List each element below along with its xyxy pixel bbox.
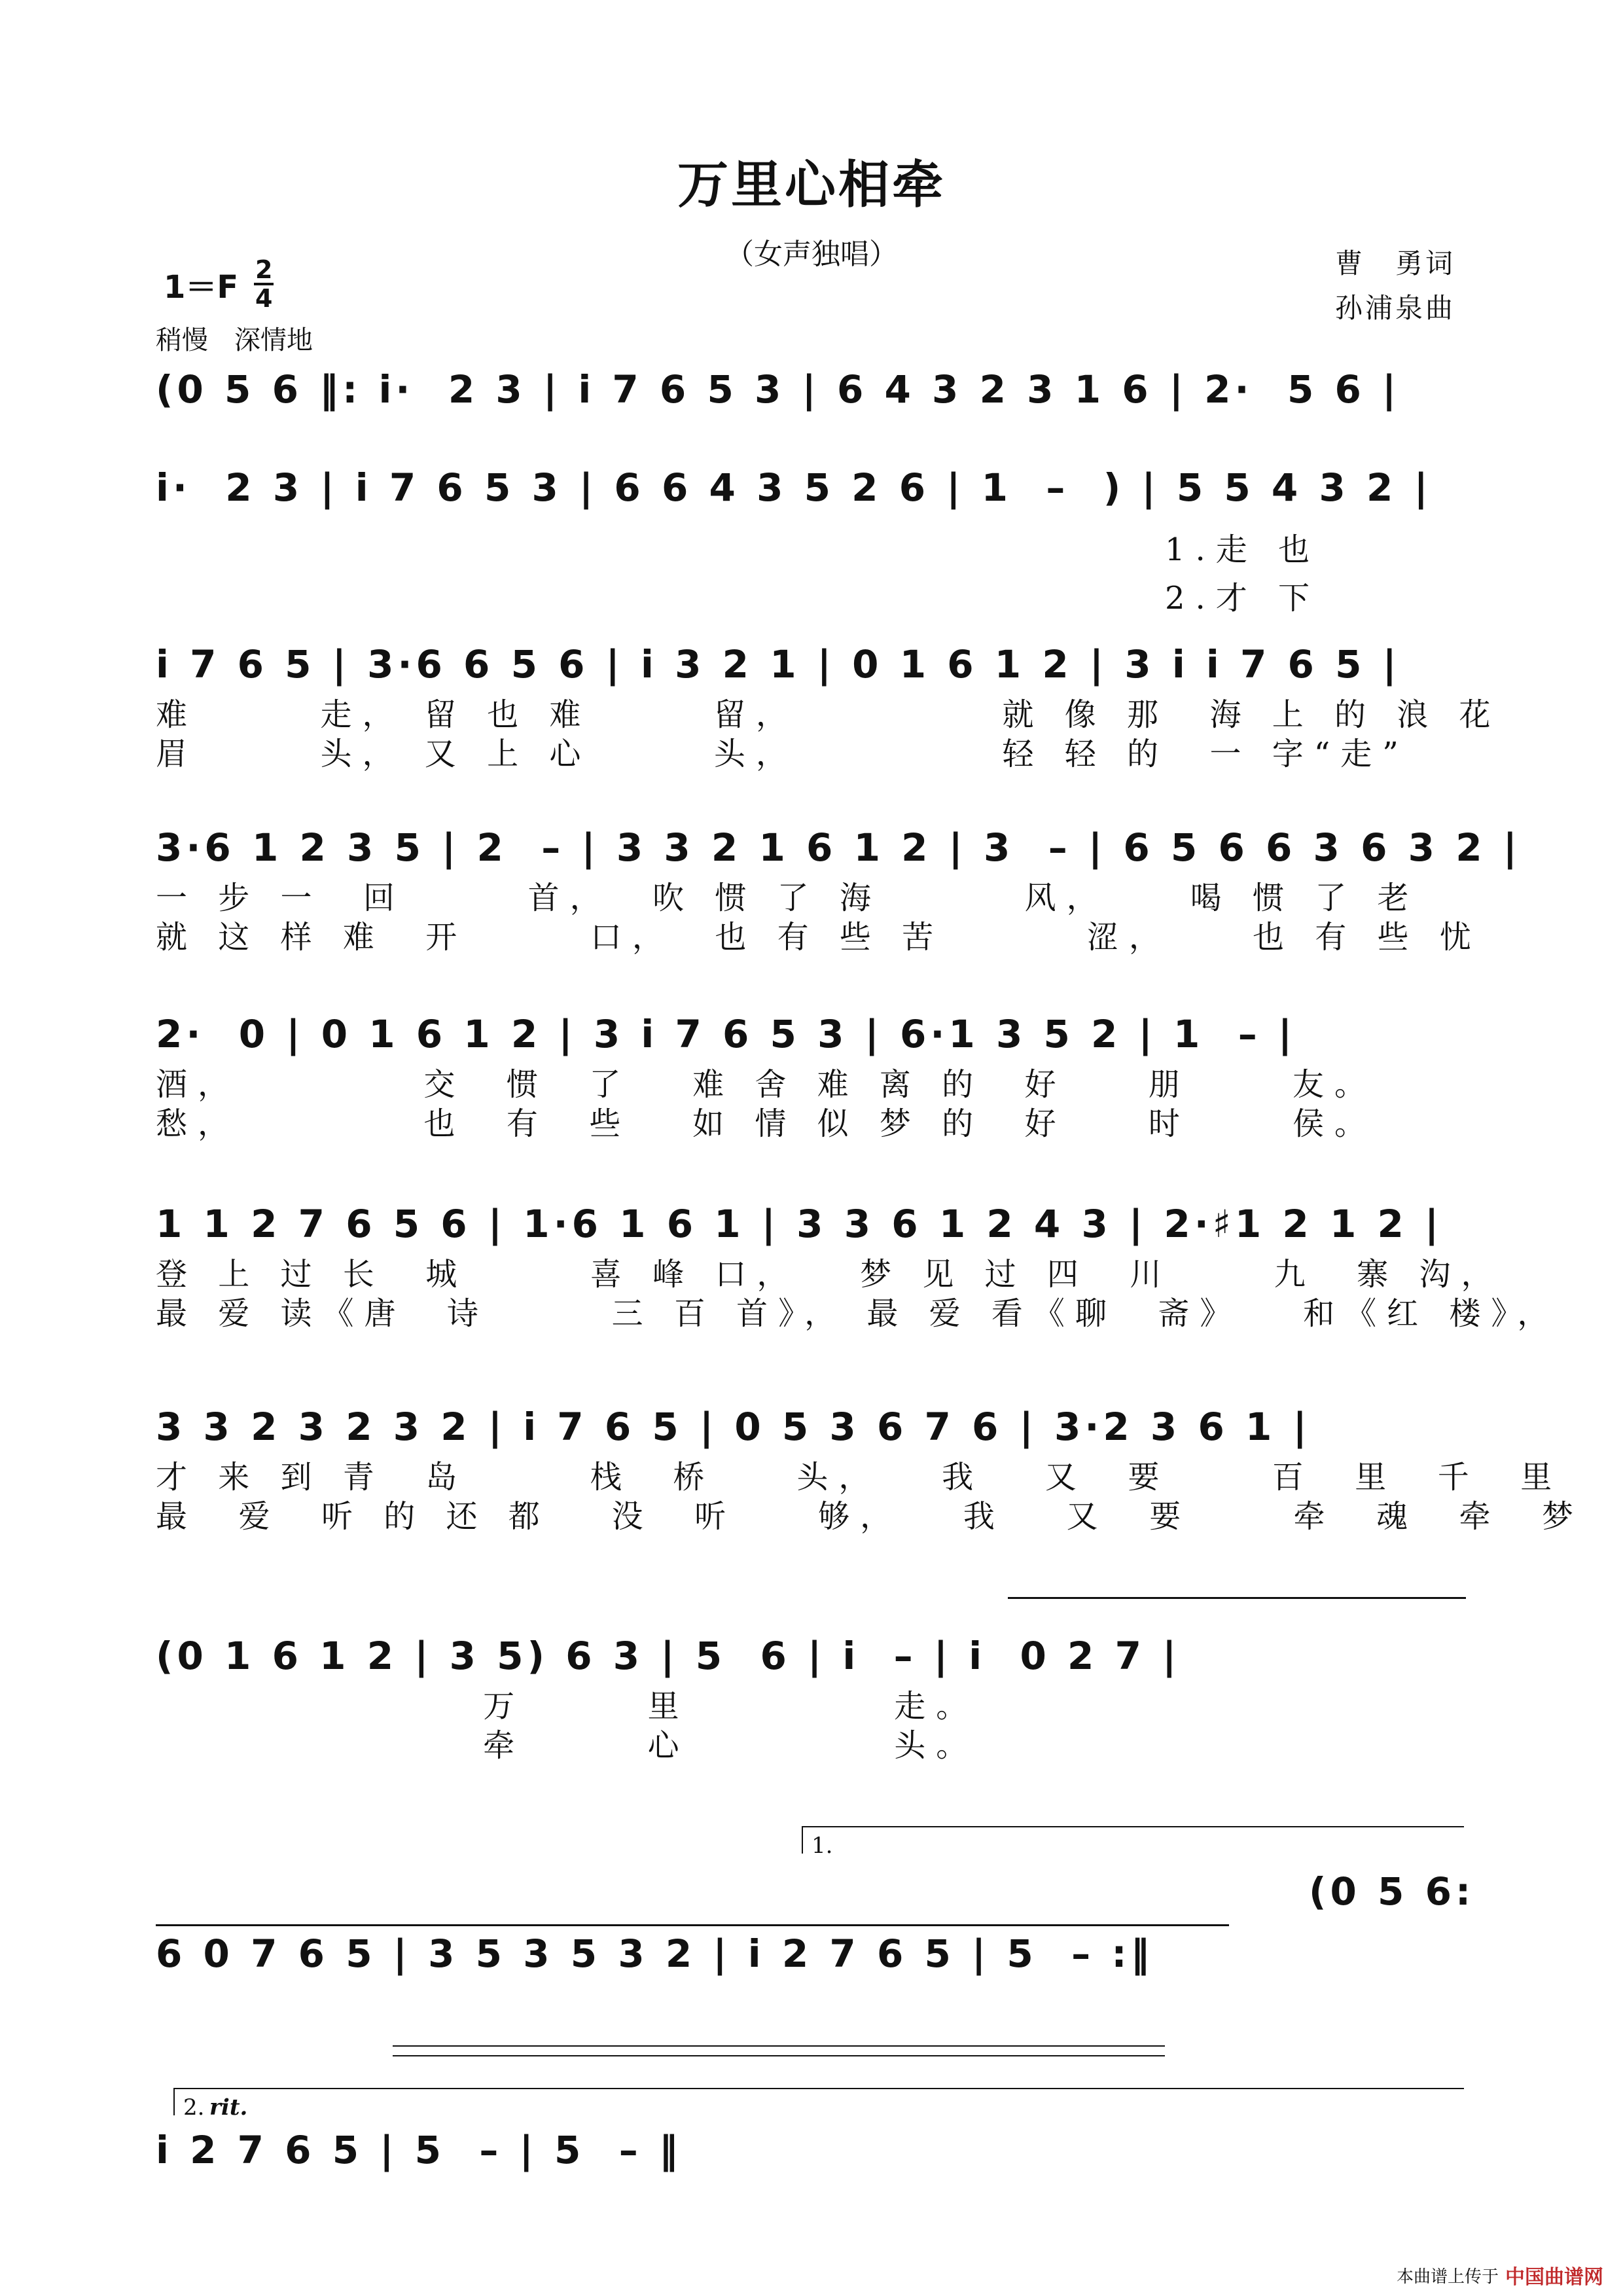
song-title: 万里心相牵 [677,155,946,215]
lyric-line-7-verse-1: 才 来 到 青 岛 栈 桥 头， 我 又 要 百 里 千 里 [156,1459,1563,1496]
notes-line-4: 3·6 1 2 3 5 | 2 – | 3 3 2 1 6 1 2 | 3 – | 6 5 6 6 3 6 3 2 | [156,825,1521,870]
score-line-9 [156,1931,1478,1977]
lyric-line-5-verse-2: 愁， 也 有 些 如 情 似 梦 的 好 时 侯。 [156,1105,1376,1142]
second-ending-mark: 2. [183,2094,205,2121]
first-ending-tail: (0 5 6: [1309,1869,1475,1914]
lyric-line-6-verse-1: 登 上 过 长 城 喜 峰 口， 梦 见 过 四 川 九 寨 沟， [156,1256,1503,1293]
lyric-line-4-verse-1: 一 步 一 回 首， 吹 惯 了 海 风， 喝 惯 了 老 [156,880,1419,916]
site-logo: 中国曲谱网 [1505,2266,1603,2289]
notes-line-7: 3 3 2 3 2 3 2 | i 7 6 5 | 0 5 3 6 7 6 | 3·2 3 6 1 | [156,1405,1311,1449]
upload-text: 本曲谱上传于 [1396,2267,1499,2287]
lyricist-credit: 曹 勇词 [1335,247,1456,279]
score-line-5 [156,1011,1478,1143]
lyric-line-8-verse-1: 万 里 走。 [156,1688,978,1725]
ritardando-mark: rit. [209,2094,248,2121]
score-line-6 [156,1201,1560,1333]
composer-credit: 孙浦泉曲 [1335,292,1456,324]
key-signature [164,257,274,312]
notes-line-6: 1 1 2 7 6 5 6 | 1·6 1 6 1 | 3 3 6 1 2 4 3 | 2·♯1 2 1 2 | [156,1202,1443,1246]
notes-line-9: 6 0 7 6 5 | 3 5 3 5 3 2 | i 2 7 6 5 | 5 – :‖ [156,1931,1154,1976]
time-signature [254,257,274,312]
score-line-1 [156,367,1478,412]
key-label: 1＝F [164,268,239,306]
lyric-line-6-verse-2: 最 爱 读《唐 诗 三 百 首》， 最 爱 看《聊 斋》 和《红 楼》， [156,1295,1560,1332]
time-bottom: 4 [255,284,273,313]
score-line-2 [156,465,1478,511]
score-line-7 [156,1404,1584,1536]
notes-line-10: i 2 7 6 5 | 5 – | 5 – ‖ [156,2128,682,2172]
time-top: 2 [255,255,273,284]
song-subtitle: （女声独唱） [725,238,898,271]
score-line-3 [156,641,1501,774]
notes-line-5: 2· 0 | 0 1 6 1 2 | 3 i 7 6 5 3 | 6·1 3 5 2 | 1 – | [156,1012,1296,1056]
score-line-4 [156,825,1521,957]
notes-line-1: (0 5 6 ‖: i· 2 3 | i 7 6 5 3 | 6 4 3 2 3 1 6 | 2· 5 6 | [156,367,1400,412]
notes-line-8: (0 1 6 1 2 | 3 5) 6 3 | 5 6 | i – | i 0 2 7 | [156,1634,1181,1678]
lyric-line-7-verse-2: 最 爱 听 的 还 都 没 听 够， 我 又 要 牵 魂 牵 梦 [156,1498,1584,1535]
score-line-10 [156,2127,1478,2173]
lyric-line-3-verse-2: 眉 头， 又 上 心 头， 轻 轻 的 一 字“走” [156,736,1409,772]
lyric-line-2-verse-2: 2.才 下 [1165,580,1321,617]
lyric-line-8-verse-2: 牵 心 头。 [156,1727,978,1764]
lyric-line-2-verse-1: 1.走 也 [1165,531,1321,568]
score-line-8 [156,1633,1478,1765]
tempo-marking: 稍慢 深情地 [156,325,313,355]
footer [1397,2261,1603,2289]
lyric-line-4-verse-2: 就 这 样 难 开 口， 也 有 些 苦 涩， 也 有 些 忧 [156,919,1482,956]
notes-line-2: i· 2 3 | i 7 6 5 3 | 6 6 4 3 5 2 6 | 1 – ) | 5 5 4 3 2 | [156,465,1432,510]
notes-line-3: i 7 6 5 | 3·6 6 5 6 | i 3 2 1 | 0 1 6 1 2 | 3 i i 7 6 5 | [156,642,1400,687]
lyric-line-3-verse-1: 难 走， 留 也 难 留， 就 像 那 海 上 的 浪 花 [156,696,1501,733]
lyric-line-5-verse-1: 酒， 交 惯 了 难 舍 难 离 的 好 朋 友。 [156,1066,1376,1103]
first-ending-mark: 1. [812,1833,833,1859]
